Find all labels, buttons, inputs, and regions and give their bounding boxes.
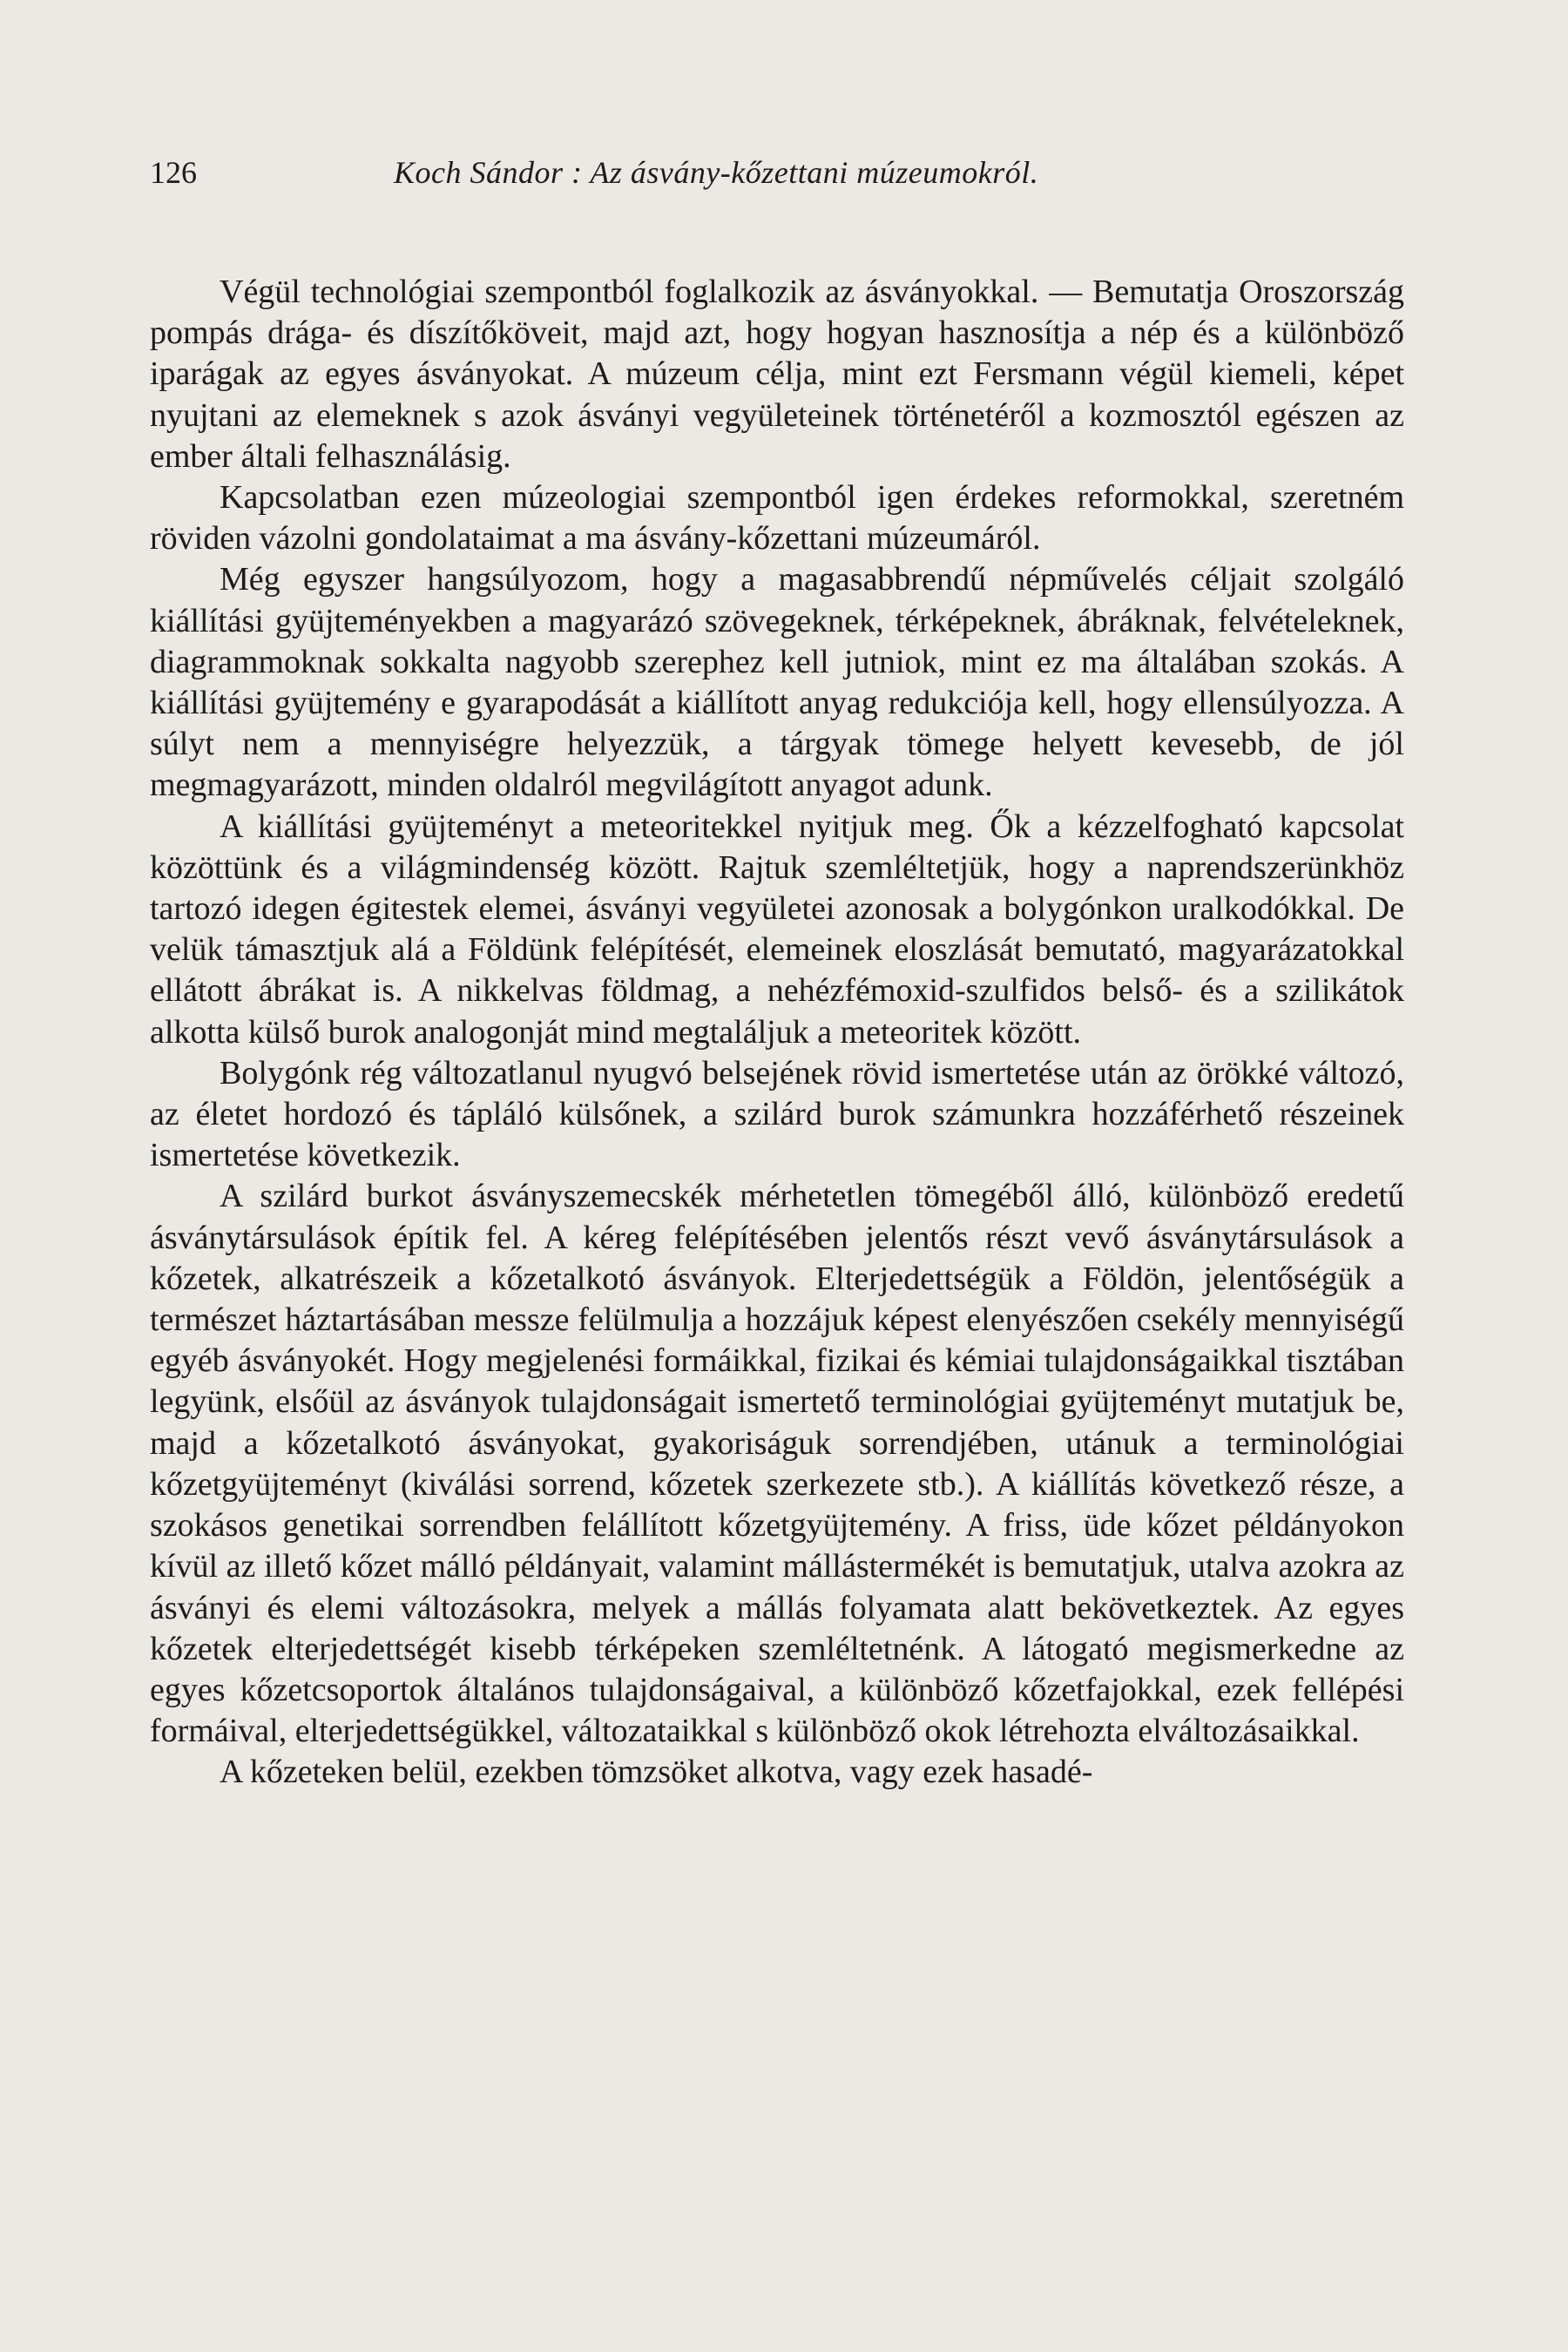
- body-text: [150, 272, 1404, 1794]
- running-title: Koch Sándor : Az ásvány-kőzettani múzeumokról.: [394, 155, 1039, 190]
- paragraph: Bolygónk rég változatlanul nyugvó belsejének rövid ismertetése után az örökké változó, az életet hordozó és tápláló külsőnek, a szilárd burok számunkra hozzáférhető részeinek ismertetése következik.: [150, 1054, 1404, 1174]
- paragraph: A szilárd burkot ásványszemecskék mérhetetlen tömegéből álló, különböző eredetű ásványtársulások építik fel. A kéreg felépítésében jelentős részt vevő ásványtársulások a kőzetek, alkatrészeik a kőzetalkotó ásványok. Elterjedettségük a Földön, jelentőségük a természet háztartásában messze felülmulja a hozzájuk képest elenyészően csekély mennyiségű egyéb ásványokét. Hogy megjelenési formáikkal, fizikai és kémiai tulajdonságaikkal tisztában legyünk, elsőül az ásványok tulajdonságait ismertető terminológiai gyüjteményt mutatjuk be, majd a kőzetalkotó ásványokat, gyakoriságuk sorrendjében, utánuk a terminológiai kőzetgyüjteményt (kiválási sorrend, kőzetek szerkezete stb.). A kiállítás következő része, a szokásos genetikai sorrendben felállított kőzetgyüjtemény. A friss, üde kőzet példányokon kívül az illető kőzet málló példányait, valamint mállástermékét is bemutatjuk, utalva azokra az ásványi és elemi változásokra, melyek a mállás folyamata alatt bekövetkeztek. Az egyes kőzetek elterjedettségét kisebb térképeken szemléltetnénk. A látogató megismerkedne az egyes kőzetcsoportok általános tulajdonságaival, a különböző kőzetfajokkal, ezek fellépési formáival, elterjedettségükkel, változataikkal s különböző okok létrehozta elváltozásaikkal.: [150, 1178, 1404, 1750]
- running-head: [150, 146, 1404, 199]
- paragraph: A kőzeteken belül, ezekben tömzsöket alkotva, vagy ezek hasadé-: [220, 1754, 1093, 1791]
- paragraph: Kapcsolatban ezen múzeologiai szempontból igen érdekes reformokkal, szeretném röviden vázolni gondolataimat a ma ásvány-kőzettani múzeumáról.: [150, 479, 1404, 558]
- paragraph: Még egyszer hangsúlyozom, hogy a magasabbrendű népművelés céljait szolgáló kiállítási gyüjteményekben a magyarázó szövegeknek, térképeknek, ábráknak, felvételeknek, diagrammoknak sokkalta nagyobb szerephez kell jutniok, mint ez ma általában szokás. A kiállítási gyüjtemény e gyarapodását a kiállított anyag redukciója kell, hogy ellensúlyozza. A súlyt nem a mennyiségre helyezzük, a tárgyak tömege helyett kevesebb, de jól megmagyarázott, minden oldalról megvilágított anyagot adunk.: [150, 561, 1404, 804]
- paragraph: Végül technológiai szempontból foglalkozik az ásványokkal. — Bemutatja Oroszország pompás drága- és díszítőköveit, majd azt, hogy hogyan hasznosítja a nép és a különböző iparágak az egyes ásványokat. A múzeum célja, mint ezt Fersmann végül kiemeli, képet nyujtani az elemeknek s azok ásványi vegyületeinek történetéről a kozmosztól egészen az ember általi felhasználásig.: [150, 274, 1404, 475]
- paragraph: A kiállítási gyüjteményt a meteoritekkel nyitjuk meg. Ők a kézzelfogható kapcsolat közöttünk és a világmindenség között. Rajtuk szemléltetjük, hogy a naprendszerünkhöz tartozó idegen égitestek elemei, ásványi vegyületei azonosak a bolygónkon uralkodókkal. De velük támasztjuk alá a Földünk felépítését, elemeinek eloszlását bemutató, magyarázatokkal ellátott ábrákat is. A nikkelvas földmag, a nehézfémoxid-szulfidos belső- és a szilikátok alkotta külső burok analogonját mind megtaláljuk a meteoritek között.: [150, 808, 1404, 1051]
- page-number: 126: [150, 155, 197, 190]
